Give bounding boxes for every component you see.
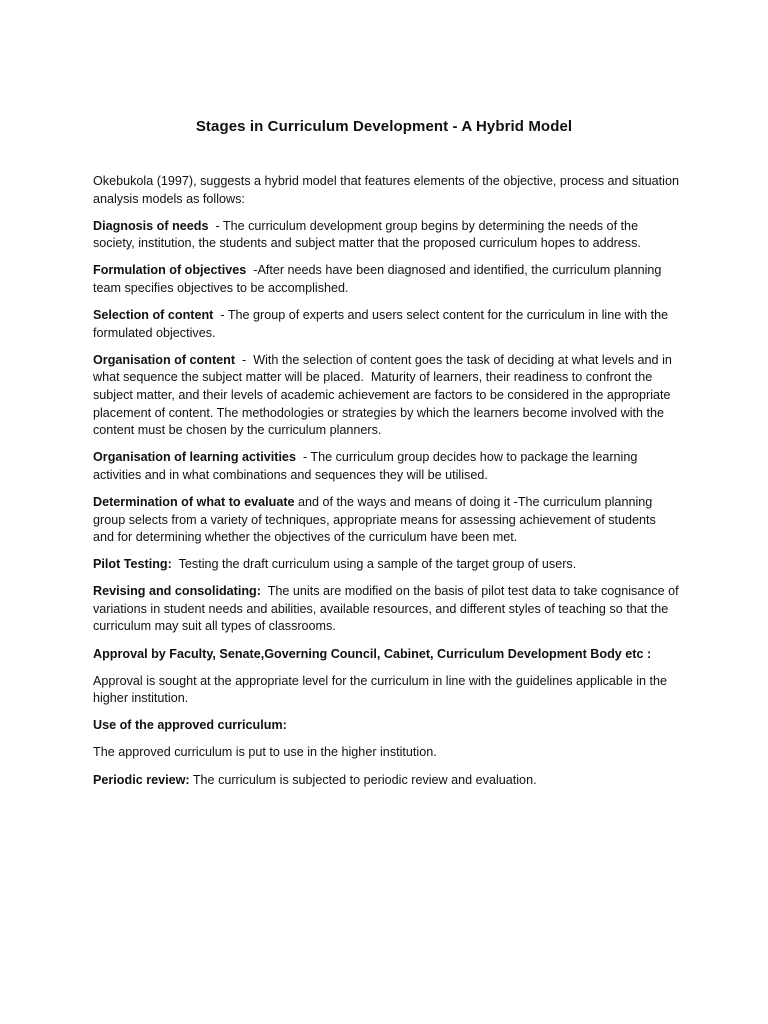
section-revising-and-consolidating	[93, 583, 683, 636]
document-title: Stages in Curriculum Development - A Hybrid Model	[195, 118, 573, 135]
section-text: and of the ways and means of doing it -The curriculum planning group selects from a variety of techniques, appropriate means for assessing achievement of students and for determining whether the objectives of the curriculum have been met.	[93, 494, 660, 545]
section-text: - With the selection of content goes the task of deciding at what levels and in what sequence the subject matter will be placed. Maturity of learners, their readiness to confront the subject matter, and their levels of academic achievement are factors to be considered in the appropriate placement of content. The methodologies or strategies by which the learners become involved with the content must be chosen by the curriculum planners.	[93, 352, 676, 438]
section-text: - The curriculum group decides how to package the learning activities and in what combinations and sequences they will be utilised.	[93, 450, 641, 482]
section-organisation-of-learning-activities	[93, 449, 679, 484]
section-text: -After needs have been diagnosed and identified, the curriculum planning team specifies objectives to be accomplished.	[93, 263, 665, 295]
document-body	[93, 173, 683, 799]
section-heading: Revising and consolidating:	[93, 584, 261, 599]
intro-paragraph: Okebukola (1997), suggests a hybrid model that features elements of the objective, process and situation analysis models as follows:	[93, 174, 679, 206]
approval-heading: Approval by Faculty, Senate,Governing Council, Cabinet, Curriculum Development Body etc :	[93, 646, 652, 661]
section-formulation-of-objectives	[93, 262, 679, 297]
section-pilot-testing	[93, 556, 679, 574]
section-determination-of-what-to-evaluate	[93, 494, 679, 547]
section-heading: Organisation of learning activities	[93, 450, 296, 465]
section-heading: Diagnosis of needs	[93, 218, 209, 233]
section-text: - The group of experts and users select content for the curriculum in line with the formulated objectives.	[93, 308, 672, 340]
section-text: The units are modified on the basis of pilot test data to take cognisance of variations in student needs and abilities, available resources, and different styles of teaching so that the curriculum may suit all types of classrooms.	[93, 584, 683, 634]
section-diagnosis-of-needs	[93, 218, 679, 253]
use-heading: Use of the approved curriculum:	[93, 718, 287, 733]
section-heading: Selection of content	[93, 308, 214, 323]
periodic-review-paragraph	[93, 772, 679, 790]
periodic-review-text: The curriculum is subjected to periodic review and evaluation.	[189, 772, 537, 787]
section-heading: Pilot Testing:	[93, 557, 172, 572]
approval-paragraph: Approval is sought at the appropriate level for the curriculum in line with the guidelines applicable in the higher institution.	[93, 673, 668, 706]
section-organisation-of-content	[93, 352, 679, 440]
section-heading: Formulation of objectives	[93, 263, 247, 278]
section-text: Testing the draft curriculum using a sample of the target group of users.	[171, 557, 577, 572]
section-heading: Organisation of content	[93, 352, 236, 367]
section-text: - The curriculum development group begins by determining the needs of the society, institution, the students and subject matter that the proposed curriculum hopes to address.	[93, 218, 642, 251]
use-paragraph: The approved curriculum is put to use in the higher institution.	[93, 745, 437, 760]
section-selection-of-content	[93, 307, 679, 342]
section-heading: Determination of what to evaluate	[93, 494, 295, 509]
periodic-review-heading: Periodic review:	[93, 772, 190, 787]
